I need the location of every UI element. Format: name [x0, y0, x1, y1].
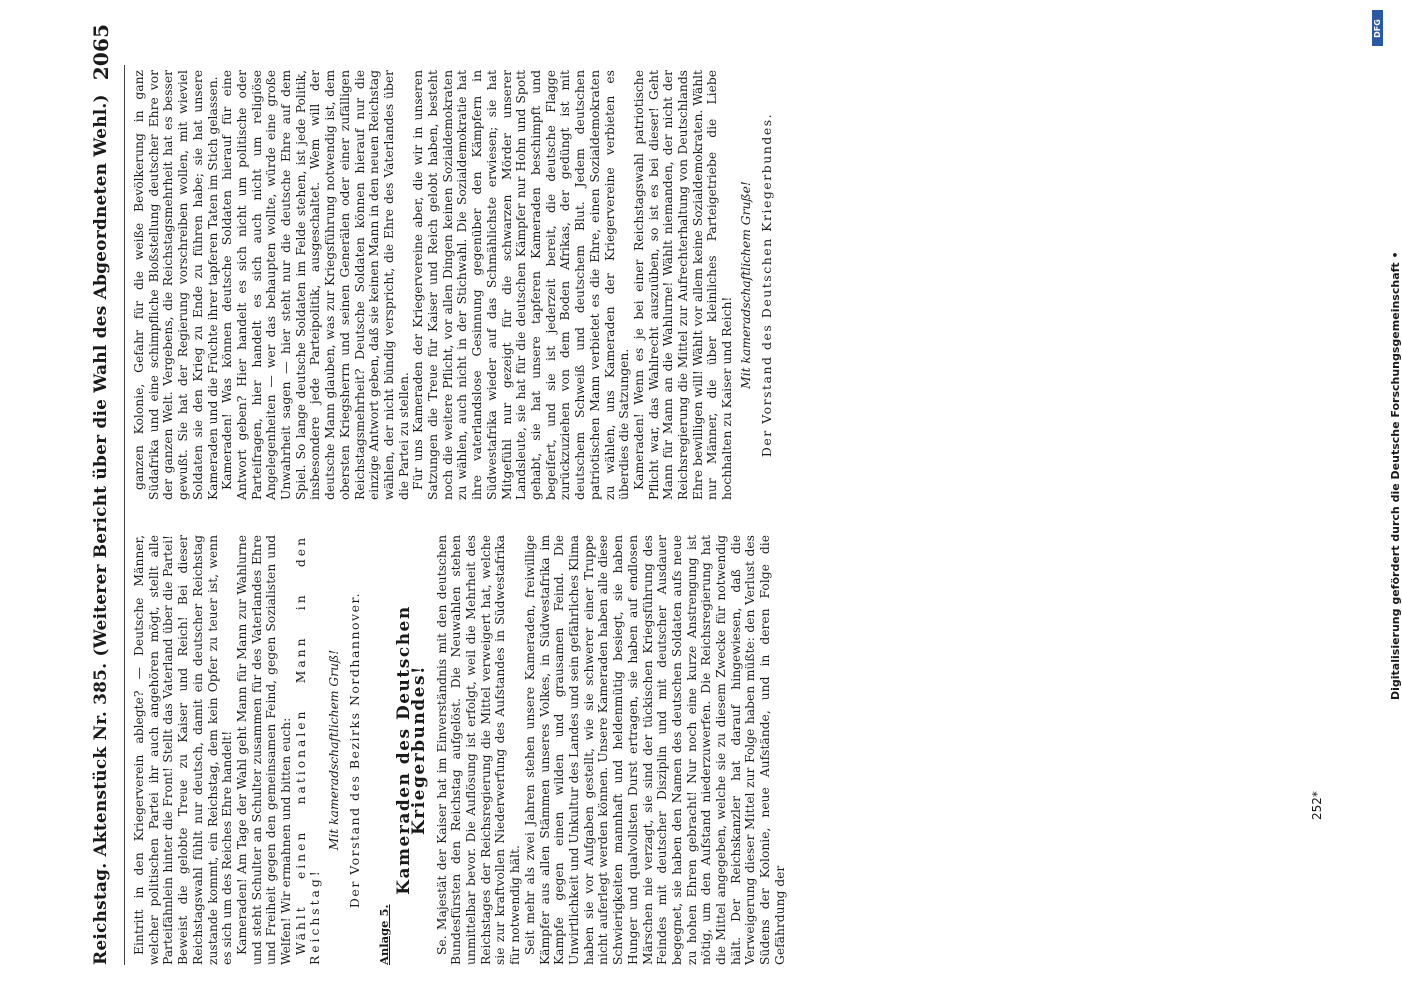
closing-greeting: Mit kameradschaftlichem Gruße! [738, 181, 753, 389]
paragraph: ganzen Kolonie, Gefahr für die weiße Bevölkerung in ganz Südafrika und eine schimpfliche Bloßstellung deutscher Ehre vor der ganzen Welt. Vergebens, die Reichstagsmehrheit hat es besser gewußt. Sie hat der Regierung vorschreiben wollen, mit wieviel Soldaten sie den Krieg zu Ende zu führen habe; sie hat unsere Kameraden und die Früchte ihrer tapferen Taten im Stich gelassen. [132, 70, 220, 500]
right-column [132, 70, 1000, 500]
page-header [80, 23, 122, 965]
page-footnote: 252* [1310, 791, 1324, 820]
paragraph: Eintritt in den Kriegerverein ablegte? — Deutsche Männer, welcher politischen Partei ihr auch angehören mögt, stellt alle Parteifähnlein hinter die Front! Stellt das Vaterland über die Partei! Beweist die gelobte Treue zu Kaiser und Reich! Bei dieser Reichstagswahl fühlt nur deutsch, damit ein deutscher Reichstag zustande kommt, ein Reichstag, dem kein Opfer zu teuer ist, wenn es sich um des Reiches Ehre handelt! [132, 535, 235, 965]
paragraph: Für uns Kameraden der Kriegervereine aber, die wir in unseren Satzungen die Treue für Kaiser und Reich gelobt haben, besteht noch die weitere Pflicht, vor allen Dingen keinen Sozialdemokraten zu wählen, auch nicht in der Stichwahl. Die Sozialdemokratie hat ihre vaterlandslose Gesinnung gegenüber den Kämpfern in Südwestafrika wieder auf das Schmählichste erwiesen; sie hat Mitgefühl nur gezeigt für die schwarzen Mörder unserer Landsleute, sie hat für die deutschen Kämpfer nur Hohn und Spott gehabt, sie hat unsere tapferen Kameraden beschimpft und begeifert, und sie ist jederzeit bereit, die deutsche Flagge zurückzuziehen von dem Boden Afrikas, der gedüngt ist mit deutschem Schweiß und deutschem Blut. Jedem deutschen patriotischen Mann verbietet es die Ehre, einen Sozialdemokraten zu wählen, uns Kameraden der Kriegervereine verbieten es überdies die Satzungen. [411, 70, 632, 500]
appeal-line: Wählt einen nationalen Mann in den Reichstag! [293, 535, 323, 965]
paragraph: Kameraden! Wenn es je bei einer Reichstagswahl patriotische Pflicht war, das Wahlrecht auszuüben, so ist es bei dieser! Geht Mann für Mann an die Wahlurne! Wählt niemanden, der nicht der Reichsregierung die Mittel zur Aufrechterhaltung von Deutschlands Ehre bewilligen will! Wählt vor allem keine Sozialdemokraten. Wählt nur Männer, die über kleinliches Parteigetriebe die Liebe hochhalten zu Kaiser und Reich! [631, 70, 735, 500]
closing-greeting: Mit kameradschaftlichem Gruß! [327, 649, 342, 851]
rotated-newspaper-page [80, 23, 1000, 965]
signature: Der Vorstand des Deutschen Kriegerbundes. [758, 112, 774, 458]
section-heading: Kameraden des Deutschen Kriegerbundes! [394, 605, 429, 895]
page-number: 2065 [89, 23, 113, 81]
header-rule [124, 65, 125, 965]
header-title: Reichstag. Aktenstück Nr. 385. (Weiterer Bericht über die Wahl des Abgeordneten Wehl.) [91, 94, 111, 965]
annex-label: Anlage 5. [376, 904, 391, 965]
left-column [132, 535, 1000, 965]
dfg-logo [1372, 10, 1383, 46]
paragraph: Se. Majestät der Kaiser hat im Einverständnis mit den deutschen Bundesfürsten den Reichstag aufgelöst. Die Neuwahlen stehen unmittelbar bevor. Die Auflösung ist erfolgt, weil die Mehrheit des Reichstages der Reichsregierung die Mittel verweigert hat, welche sie zur kraftvollen Niederwerfung des Aufstandes in Südwestafrika für notwendig hält. [434, 535, 523, 965]
dfg-logo-text: DFG [1373, 18, 1383, 38]
paragraph: Kameraden! Am Tage der Wahl geht Mann für Mann zur Wahlurne und steht Schulter an Schulter zusammen für des Vaterlandes Ehre und Freiheit gegen den gemeinsamen Feind, gegen Sozialisten und Welfen! Wir ermahnen und bitten euch: [234, 535, 294, 965]
paragraph: Seit mehr als zwei Jahren stehen unsere Kameraden, freiwillige Kämpfer aus allen Stämmen unseres Volkes, in Südwestafrika im Kampfe gegen einen wilden und grausamen Feind. Die Unwirtlichkeit und Unkultur des Landes und sein gefährliches Klima haben sie vor Aufgaben gestellt, wie sie schwerer einer Truppe nicht auferlegt werden können. Unsere Kameraden haben alle diese Schwierigkeiten mannhaft und heldenmütig besiegt, sie haben Hunger und qualvollsten Durst ertragen, sie haben auf endlosen Märschen nie verzagt, sie sind der tückischen Kriegsführung des Feindes mit deutscher Disziplin und mit deutscher Ausdauer begegnet, sie haben den Namen des deutschen Soldaten aufs neue zu hohen Ehren gebracht! Nur noch eine kurze Anstrengung ist nötig, um den Aufstand niederzuwerfen. Die Reichsregierung hat die Mittel angegeben, welche sie zu diesem Zwecke für notwendig hält. Der Reichskanzler hat darauf hingewiesen, daß die Verweigerung dieser Mittel zur Folge haben müßte: den Verlust des Südens der Kolonie, neue Aufstände, und in deren Folge die Gefährdung der [522, 535, 787, 965]
signature: Der Vorstand des Bezirks Nordhannover. [346, 591, 362, 909]
paragraph: Kameraden! Was können deutsche Soldaten hierauf für eine Antwort geben? Hier handelt es sich nicht um politische oder Parteifragen, hier handelt es sich auch nicht um religiöse Angelegenheiten — wer das behaupten wollte, würde eine große Unwahrheit sagen — hier steht nur die deutsche Ehre auf dem Spiel. So lange deutsche Soldaten im Felde stehen, ist jede Politik, insbesondere jede Parteipolitik, ausgeschaltet. Wem will der deutsche Mann glauben, was zur Kriegsführung notwendig ist, dem obersten Kriegsherrn und seinen Generälen oder einer zufälligen Reichstagsmehrheit? Deutsche Soldaten können hierauf nur die einzige Antwort geben, daß sie keinen Mann in den neuen Reichstag wählen, der nicht bündig verspricht, die Ehre des Vaterlandes über die Partei zu stellen. [220, 70, 411, 500]
digitization-credit: Digitalisierung gefördert durch die Deutsche Forschungsgemeinschaft • [1389, 251, 1402, 700]
